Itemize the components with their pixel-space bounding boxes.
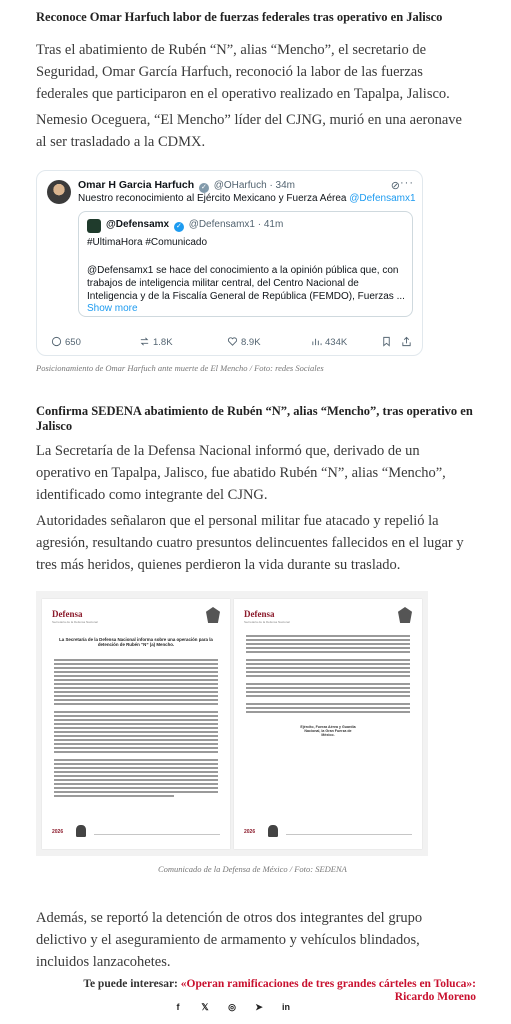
avatar[interactable] [47, 180, 71, 204]
image-caption: Comunicado de la Defensa de México / Foto: SEDENA [158, 864, 347, 874]
bookmark-button[interactable] [381, 336, 395, 348]
bookmark-icon [381, 336, 392, 347]
quoted-hashtags: #UltimaHora #Comunicado [87, 237, 208, 248]
repost-button[interactable] [139, 336, 173, 348]
image-caption: Posicionamiento de Omar Harfuch ante muerte de El Mencho / Foto: redes Sociales [36, 363, 324, 373]
avatar [87, 219, 101, 233]
eagle-emblem-icon [398, 607, 412, 623]
quoted-tweet[interactable] [78, 211, 413, 317]
repost-count: 1.8K [153, 337, 173, 348]
share-icon [401, 336, 412, 347]
communique-title: La Secretaría de la Defensa Nacional informa sobre una operación para la detención de Rubén “N” (a) Mencho. [59, 637, 213, 648]
tweet-time[interactable]: · 34m [269, 180, 295, 191]
communique-image [36, 591, 428, 856]
telegram-icon[interactable]: ➤ [255, 1002, 263, 1012]
communique-page [234, 599, 422, 849]
defensa-logo: Defensa [244, 609, 275, 619]
reply-icon [51, 336, 62, 347]
heart-icon [227, 336, 238, 347]
quoted-tweet-header [106, 219, 283, 232]
show-more-link[interactable]: Show more [87, 303, 138, 314]
eagle-emblem-icon [206, 607, 220, 623]
reply-count: 650 [65, 337, 81, 348]
tweet-header [78, 179, 295, 193]
paragraph: Tras el abatimiento de Rubén “N”, alias “Mencho”, el secretario de Seguridad, Omar García Harfuch, reconoció la labor de las fuerzas federales que participaron en el operativo realizado en Tapalpa, Jalisco. [36, 42, 450, 102]
whatsapp-icon[interactable]: ◎ [228, 1002, 236, 1012]
defensa-logo-subtitle: Secretaría de la Defensa Nacional [244, 620, 290, 624]
share-bar [171, 1000, 301, 1018]
quoted-time: · 41m [257, 219, 284, 230]
portrait-icon [76, 825, 86, 837]
related-article-link[interactable]: «Operan ramificaciones de tres grandes cárteles en Toluca»: Ricardo Moreno [180, 978, 476, 1003]
x-twitter-icon[interactable]: 𝕏 [201, 1002, 209, 1012]
communique-closing: Ejército, Fuerza Aérea y Guardia Nacional, la Gran Fuerza de México. [300, 725, 356, 737]
communique-page [42, 599, 230, 849]
tweet-author-name[interactable]: Omar H Garcia Harfuch [78, 179, 195, 191]
facebook-icon[interactable]: f [176, 1002, 180, 1012]
views-count: 434K [325, 337, 348, 348]
views-button[interactable] [311, 336, 347, 348]
mention-link[interactable]: @Defensamx1 [349, 193, 416, 204]
share-tweet-button[interactable] [401, 336, 415, 348]
defensa-logo: Defensa [52, 609, 83, 619]
paragraph: La Secretaría de la Defensa Nacional informó que, derivado de un operativo en Tapalpa, Jalisco, fue abatido Rubén “N”, alias “Mencho”, identificado como integrante del CJNG. [36, 443, 446, 503]
reply-button[interactable] [51, 336, 81, 348]
linkedin-icon[interactable]: in [282, 1002, 290, 1012]
paragraph: Además, se reportó la detención de otros dos integrantes del grupo delictivo y el aseguramiento de armamento y vehículos blindados, incluidos lanzacohetes. [36, 910, 423, 970]
portrait-icon [268, 825, 278, 837]
section-heading: Confirma SEDENA abatimiento de Rubén “N”, alias “Mencho”, tras operativo en Jalisco [36, 404, 473, 433]
verified-badge-icon: ✓ [174, 222, 184, 232]
quoted-author-name: @Defensamx [106, 219, 170, 230]
tweet-text [78, 193, 416, 204]
defensa-logo-subtitle: Secretaría de la Defensa Nacional [52, 620, 98, 624]
tweet-text-body: Nuestro reconocimiento al Ejército Mexicano y Fuerza Aérea [78, 193, 347, 204]
quoted-author-handle: @Defensamx1 [188, 219, 255, 230]
repost-icon [139, 336, 150, 347]
section-heading: Reconoce Omar Harfuch labor de fuerzas federales tras operativo en Jalisco [36, 10, 443, 24]
embedded-tweet[interactable] [36, 170, 423, 356]
verified-badge-icon: ✓ [199, 183, 209, 193]
paragraph: Nemesio Oceguera, “El Mencho” líder del CJNG, murió en una aeronave al ser trasladado a la CDMX. [36, 112, 462, 150]
like-count: 8.9K [241, 337, 261, 348]
tweet-author-handle[interactable]: @OHarfuch [213, 180, 267, 191]
tweet-actions [51, 336, 416, 352]
views-icon [311, 336, 322, 347]
quoted-tweet-text: @Defensamx1 se hace del conocimiento a la opinión pública que, con trabajos de inteligencia militar central, del Centro Nacional de Inteligencia y de la Fiscalía General de República (FEMDO), Fuerzas ... [87, 265, 405, 302]
footer-year-logo: 2026 [244, 829, 256, 835]
like-button[interactable] [227, 336, 261, 348]
more-options-icon[interactable]: ··· [400, 177, 414, 189]
footer-year-logo: 2026 [52, 829, 64, 835]
paragraph: Autoridades señalaron que el personal militar fue atacado y repelió la agresión, resultando cuatro presuntos delincuentes fallecidos en el lugar y tres más heridos, quienes perdieron la vida durante su traslado. [36, 513, 464, 573]
grok-icon[interactable]: ⊘ [390, 180, 400, 192]
related-prefix: Te puede interesar: [83, 978, 181, 990]
